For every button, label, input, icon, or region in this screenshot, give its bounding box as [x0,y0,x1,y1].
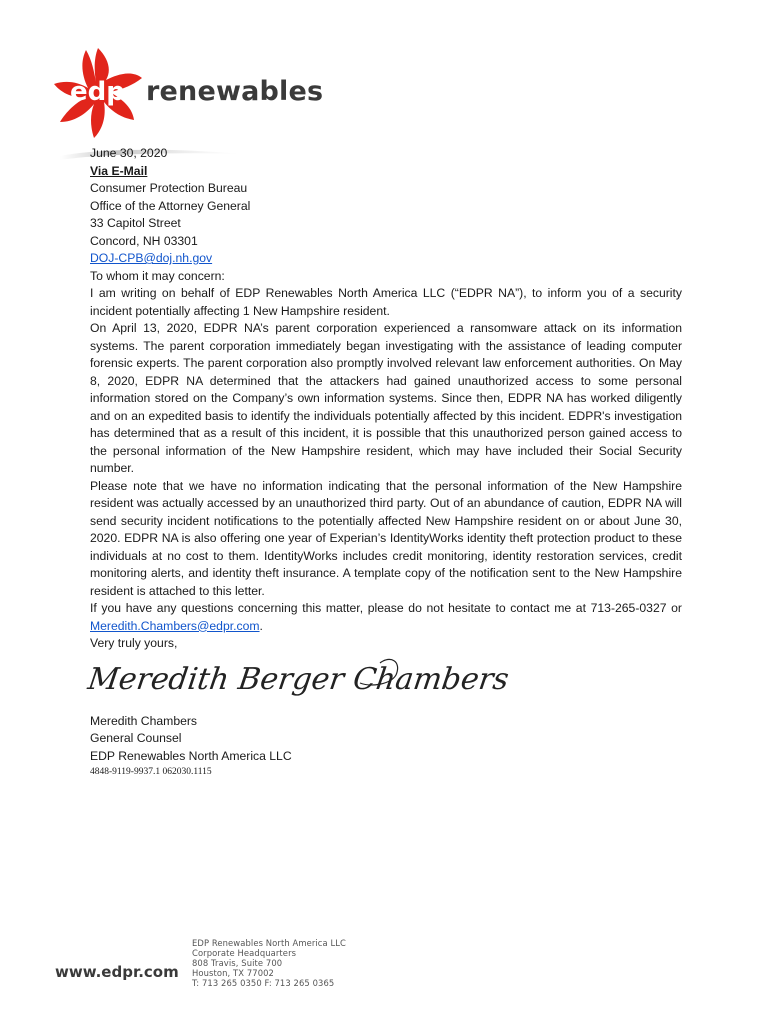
contact-email-link[interactable]: Meredith.Chambers@edpr.com [90,618,260,633]
paragraph-incident: On April 13, 2020, EDPR NA’s parent corporation experienced a ransomware attack on its information systems. The parent corporation immediately began investigating with the assistance of leading computer forensic experts. The parent corporation also promptly involved relevant law enforcement authorities. On May 8, 2020, EDPR NA determined that the attackers had gained unauthorized access to some personal information stored on the Company’s own information systems. Since then, EDPR NA has worked diligently and on an expedited basis to identify the individuals potentially affected by this incident. EDPR's investigation has determined that as a result of this incident, it is possible that this unauthorized person gained access to the personal information of the New Hampshire resident, which may have included their Social Security number. [90,321,682,475]
document-reference: 4848-9119-9937.1 062030.1115 [90,767,212,777]
logo-edp-text: edp [70,77,125,107]
paragraph-intro: I am writing on behalf of EDP Renewables North America LLC (“EDPR NA”), to inform you of a security incident potentially affecting 1 New Hampshire resident. [90,286,682,318]
salutation: To whom it may concern: [90,268,225,283]
footer-website: www.edpr.com [55,963,179,981]
delivery-method: Via E-Mail [90,163,148,178]
recipient-email-link[interactable]: DOJ-CPB@doj.nh.gov [90,251,213,265]
contact-text-end: . [259,618,263,633]
contact-text: If you have any questions concerning this matter, please do not hesitate to contact me at 713-265-0327 or [90,601,682,615]
logo-wordmark: renewables [146,76,324,107]
footer-line: T: 713 265 0350 F: 713 265 0365 [192,978,335,988]
signature-block [90,713,682,766]
footer-line: EDP Renewables North America LLC [192,938,346,948]
recipient-line: Office of the Attorney General [90,198,251,213]
letter-body [85,145,682,779]
letter-date: June 30, 2020 [90,146,168,160]
recipient-line: Concord, NH 03301 [90,233,198,248]
signer-title: General Counsel [90,731,182,745]
paragraph-contact [90,600,682,635]
signature-script: Meredith Berger Chambers [85,661,511,697]
handwritten-signature [85,653,511,703]
footer-line: Corporate Headquarters [192,948,297,958]
recipient-line: Consumer Protection Bureau [90,181,248,195]
signer-name: Meredith Chambers [90,713,198,728]
signer-company: EDP Renewables North America LLC [90,748,292,763]
footer-address [192,938,346,988]
recipient-address [90,180,682,268]
paragraph-notification: Please note that we have no information indicating that the personal information of the New Hampshire resident was actually accessed by an unauthorized third party. Out of an abundance of caution, EDPR NA will send security incident notifications to the potentially affected New Hampshire resident on or about June 30, 2020. EDPR NA is also offering one year of Experian’s IdentityWorks identity theft protection product to these individuals at no cost to them. IdentityWorks includes credit monitoring, identity restoration services, credit monitoring alerts, and identity theft insurance. A template copy of the notification sent to the New Hampshire resident is attached to this letter. [90,478,682,598]
closing: Very truly yours, [90,636,178,650]
footer-line: Houston, TX 77002 [192,968,274,978]
footer-line: 808 Travis, Suite 700 [192,958,283,968]
recipient-line: 33 Capitol Street [90,216,181,230]
